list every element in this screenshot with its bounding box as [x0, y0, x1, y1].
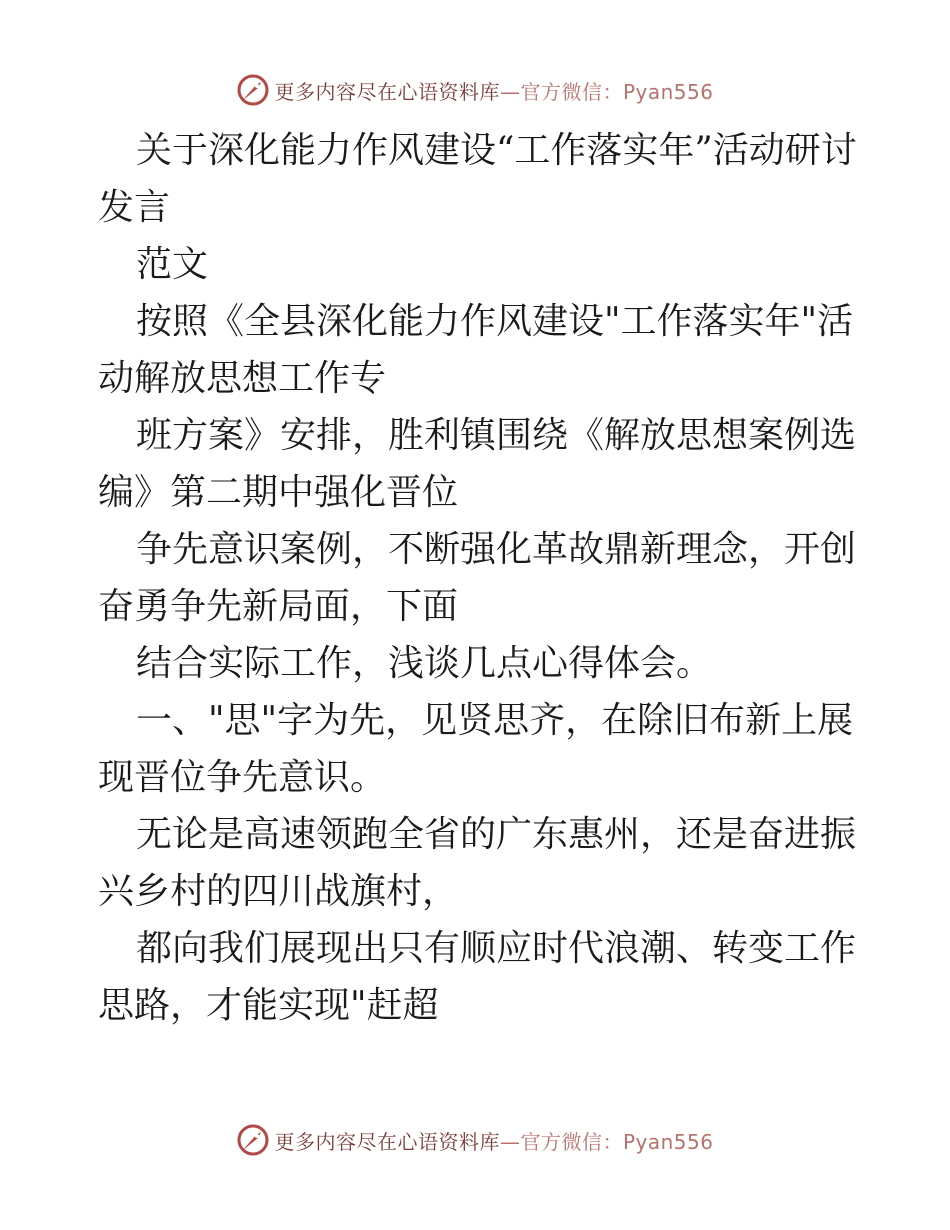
pen-nib-logo-icon [236, 1123, 270, 1157]
section-heading: 一、"思"字为先，见贤思齐，在除旧布新上展现晋位争先意识。 [98, 700, 854, 798]
document-body [98, 122, 858, 1034]
document-subtitle: 范文 [136, 244, 209, 285]
paragraph: 结合实际工作，浅谈几点心得体会。 [136, 643, 713, 684]
paragraph: 都向我们展现出只有顺应时代浪潮、转变工作思路，才能实现"赶超 [98, 928, 857, 1026]
paragraph: 无论是高速领跑全省的广东惠州，还是奋进振兴乡村的四川战旗村， [98, 814, 857, 912]
paragraph: 争先意识案例，不断强化革故鼎新理念，开创奋勇争先新局面，下面 [98, 529, 857, 627]
footer-watermark [0, 1120, 950, 1160]
watermark-text: 更多内容尽在心语资料库—官方微信：Pyan556 [274, 1129, 714, 1154]
pen-nib-logo-icon [236, 73, 270, 107]
paragraph: 按照《全县深化能力作风建设"工作落实年"活动解放思想工作专 [98, 301, 854, 399]
header-watermark [0, 70, 950, 110]
watermark-text: 更多内容尽在心语资料库—官方微信：Pyan556 [274, 79, 714, 104]
paragraph: 班方案》安排，胜利镇围绕《解放思想案例选编》第二期中强化晋位 [98, 415, 857, 513]
document-title: 关于深化能力作风建设“工作落实年”活动研讨发言 [98, 130, 857, 228]
